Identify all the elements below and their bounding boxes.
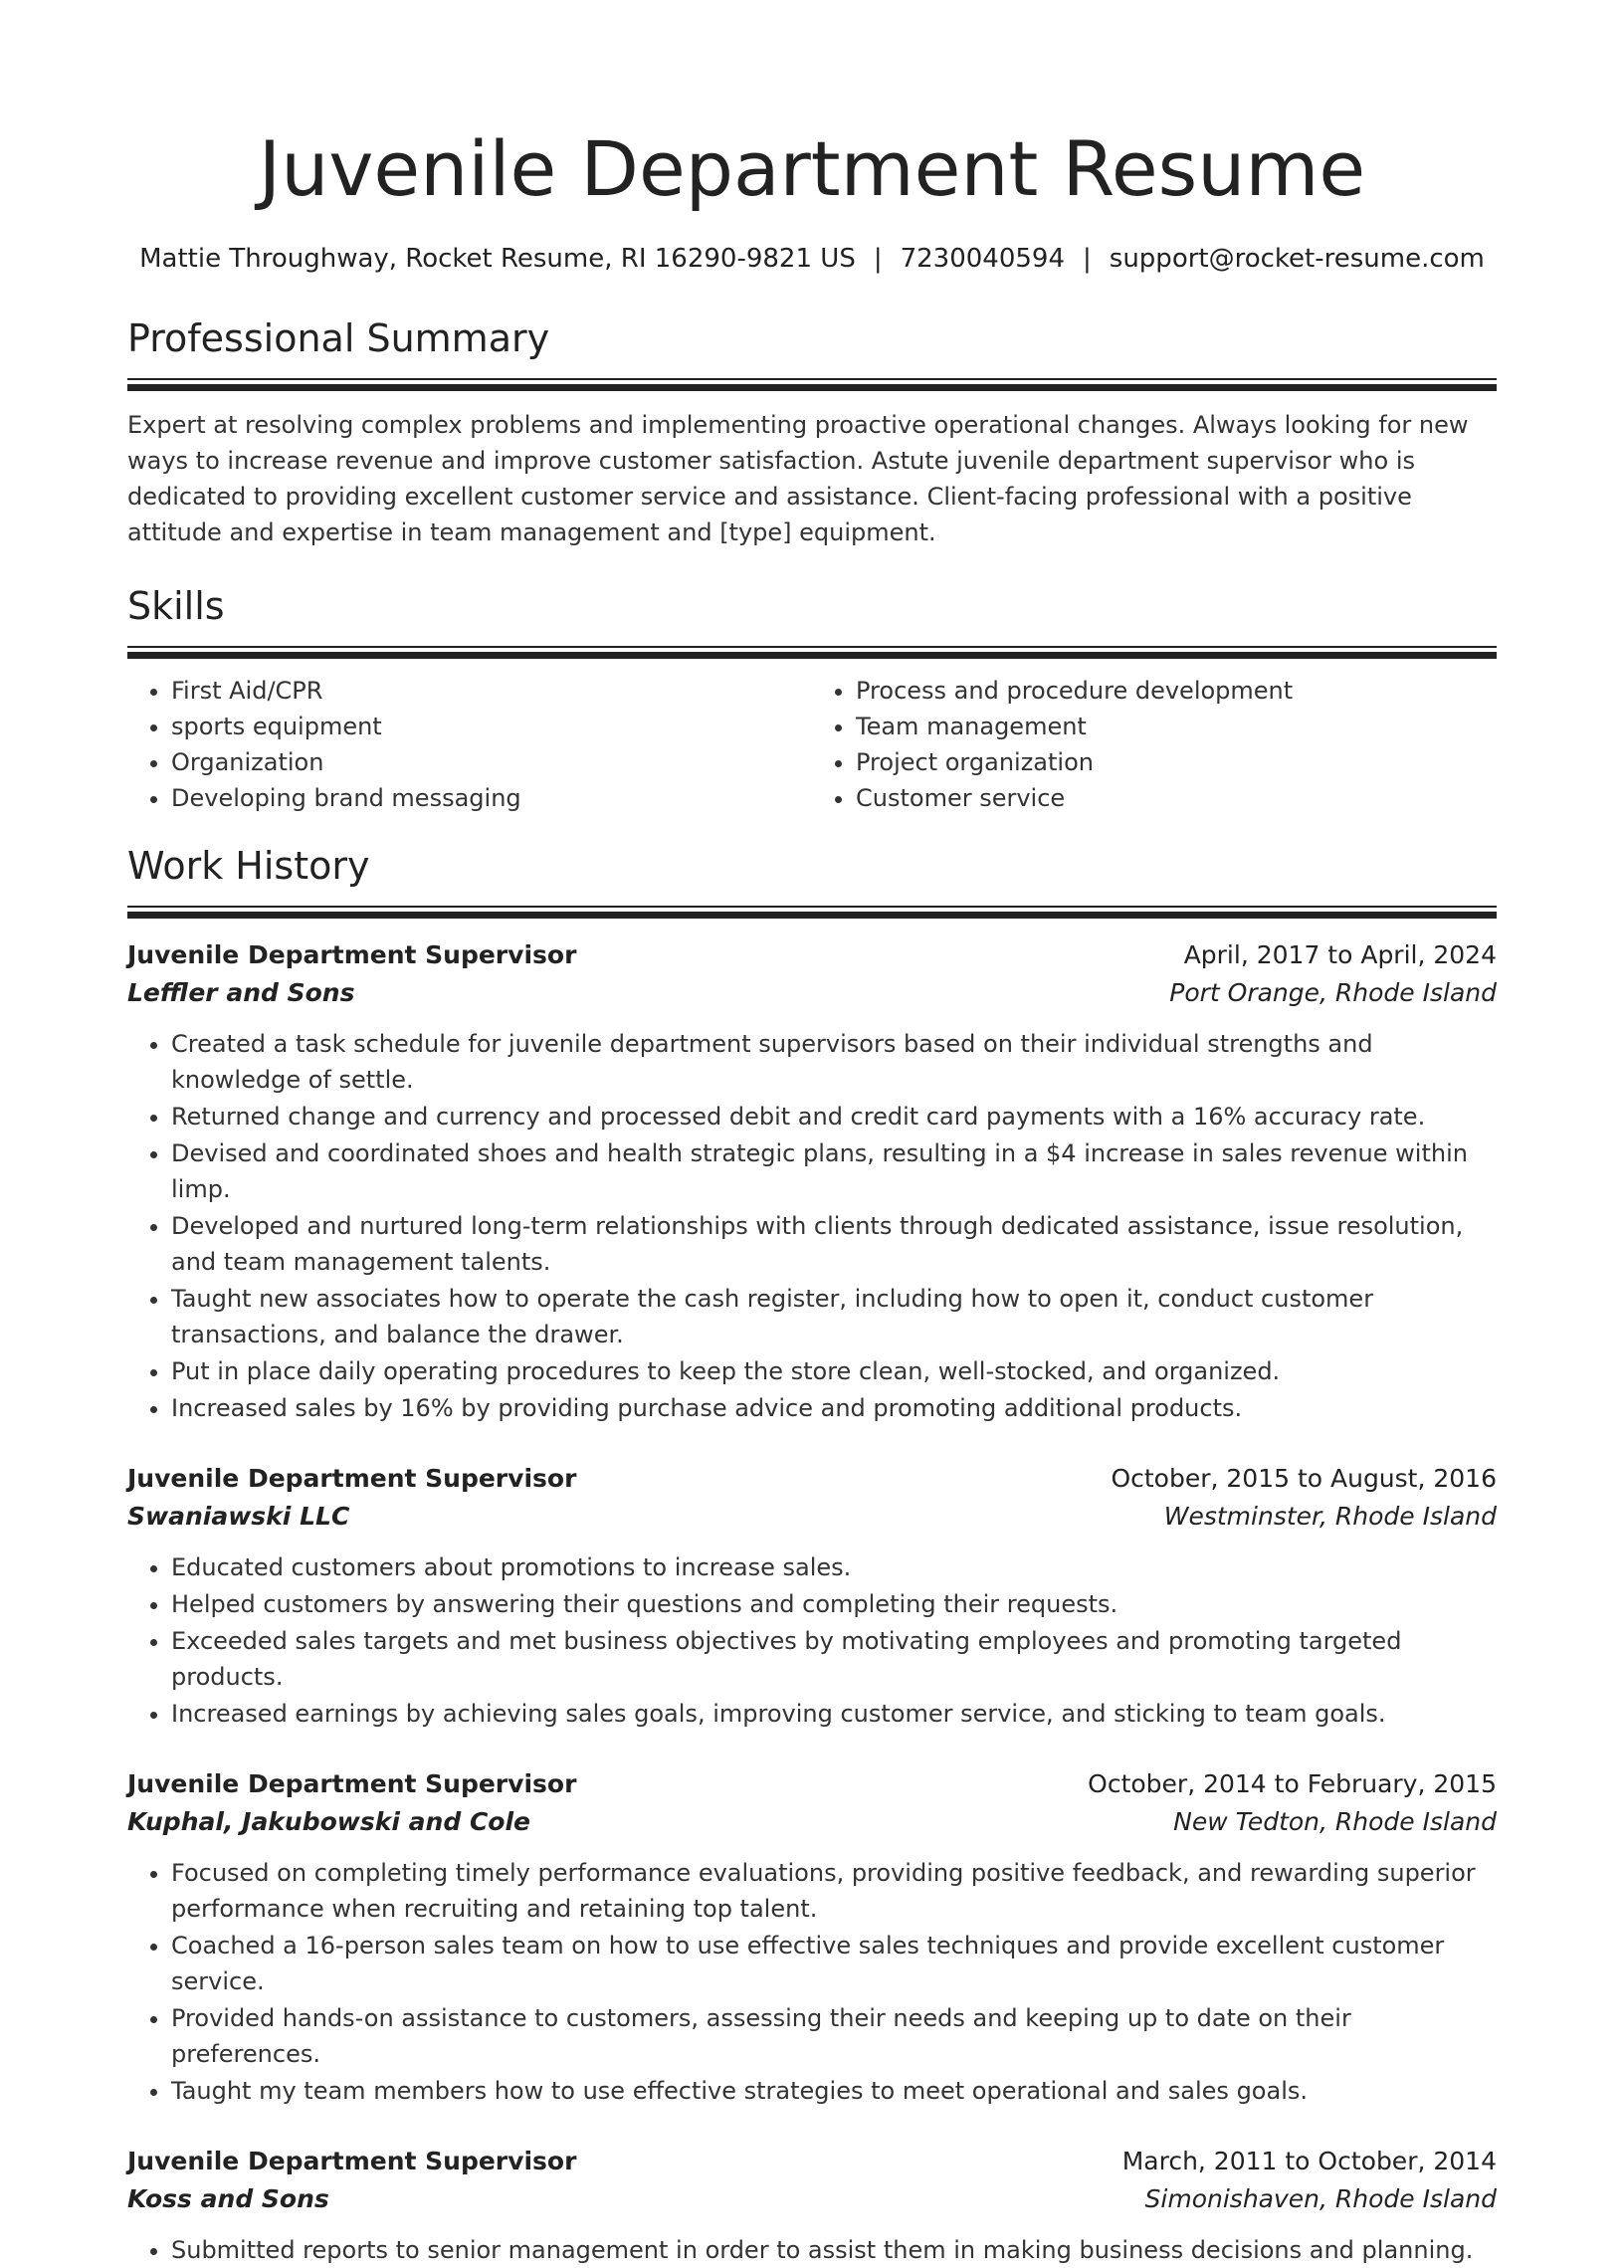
job-bullet: • Developed and nurtured long-term relationships with clients through dedicated assistance, issue resolution, and team management talents. [171,1208,1497,1280]
job-dates: October, 2015 to August, 2016 [1111,1464,1497,1493]
skill-item: • Project organization [856,744,1497,780]
job-header-row [127,1765,1497,1803]
job-bullet: • Taught my team members how to use effective strategies to meet operational and sales goals. [171,2073,1497,2109]
work-history-heading: Work History [127,844,370,888]
skill-item: • Process and procedure development [856,673,1497,709]
job-bullet: • Returned change and currency and processed debit and credit card payments with a 16% accuracy rate. [171,1099,1497,1134]
job-company-row [127,974,1497,1012]
job-title: Juvenile Department Supervisor [127,1464,577,1493]
job-title: Juvenile Department Supervisor [127,940,577,969]
section-divider [127,378,1497,391]
job-bullet: • Increased earnings by achieving sales goals, improving customer service, and sticking to team goals. [171,1696,1497,1732]
job-entry [127,936,1497,1426]
job-bullets [127,2232,1497,2268]
job-dates: April, 2017 to April, 2024 [1183,940,1497,969]
job-company-row [127,1498,1497,1536]
skill-item: • Organization [171,744,812,780]
job-bullets [127,1026,1497,1426]
job-dates: March, 2011 to October, 2014 [1121,2147,1497,2175]
job-dates: October, 2014 to February, 2015 [1088,1769,1497,1798]
job-entry [127,2143,1497,2268]
job-company-row [127,2180,1497,2218]
skills-column-right [812,673,1497,816]
job-bullets [127,1855,1497,2109]
skills-heading: Skills [127,584,225,628]
summary-text: Expert at resolving complex problems and implementing proactive operational changes. Always looking for new ways to increase revenue and improve customer satisfaction. Astute juvenile department supervisor who is dedicated to providing excellent customer service and assistance. Client-facing professional with a positive attitude and expertise in team management and [type] equipment. [127,411,1469,546]
job-bullet: • Exceeded sales targets and met business objectives by motivating employees and promoting targeted products. [171,1623,1497,1695]
contact-address: Mattie Throughway, Rocket Resume, RI 16290-9821 US [139,244,856,274]
job-company: Kuphal, Jakubowski and Cole [127,1807,530,1836]
section-divider [127,906,1497,919]
summary-section [127,312,1497,550]
summary-heading: Professional Summary [127,316,550,360]
contact-separator: | [1083,244,1092,274]
job-bullet: • Coached a 16-person sales team on how to use effective sales techniques and provide excellent customer service. [171,1928,1497,1999]
job-location: Westminster, Rhode Island [1163,1502,1497,1531]
job-bullet: • Submitted reports to senior management in order to assist them in making business decisions and planning. [171,2232,1497,2268]
job-bullets [127,1549,1497,1732]
skill-item: • sports equipment [171,709,812,744]
job-company: Leffler and Sons [127,978,355,1007]
job-entry [127,1765,1497,2109]
job-location: Simonishaven, Rhode Island [1144,2184,1497,2213]
skills-list [127,673,1497,816]
job-bullet: • Educated customers about promotions to increase sales. [171,1549,1497,1585]
section-divider [127,646,1497,659]
job-location: Port Orange, Rhode Island [1169,978,1497,1007]
skill-item: • Team management [856,709,1497,744]
job-header-row [127,2143,1497,2180]
job-company: Koss and Sons [127,2184,329,2213]
job-bullet: • Focused on completing timely performance evaluations, providing positive feedback, and rewarding superior performance when recruiting and retaining top talent. [171,1855,1497,1927]
job-title: Juvenile Department Supervisor [127,1769,577,1798]
skill-item: • First Aid/CPR [171,673,812,709]
job-bullet: • Helped customers by answering their questions and completing their requests. [171,1586,1497,1622]
page-title: Juvenile Department Resume [258,124,1366,213]
job-header-row [127,936,1497,974]
job-title: Juvenile Department Supervisor [127,2147,577,2175]
skills-section [127,580,1497,816]
contact-separator: | [873,244,883,274]
skills-column-left [127,673,812,816]
job-company: Swaniawski LLC [127,1502,350,1531]
work-history-section [127,840,1497,2268]
job-bullet: • Provided hands-on assistance to customers, assessing their needs and keeping up to date on their preferences. [171,2000,1497,2072]
skill-item: • Developing brand messaging [171,780,812,816]
job-company-row [127,1803,1497,1841]
job-bullet: • Taught new associates how to operate the cash register, including how to open it, conduct customer transactions, and balance the drawer. [171,1281,1497,1352]
job-entry [127,1460,1497,1732]
job-bullet: • Increased sales by 16% by providing purchase advice and promoting additional products. [171,1390,1497,1426]
job-bullet: • Created a task schedule for juvenile department supervisors based on their individual strengths and knowledge of settle. [171,1026,1497,1098]
job-location: New Tedton, Rhode Island [1173,1807,1497,1836]
job-header-row [127,1460,1497,1498]
skill-item: • Customer service [856,780,1497,816]
contact-email[interactable]: support@rocket-resume.com [1109,244,1485,274]
contact-line [127,239,1497,279]
job-bullet: • Put in place daily operating procedures to keep the store clean, well-stocked, and organized. [171,1353,1497,1389]
contact-phone[interactable]: 7230040594 [900,244,1066,274]
job-bullet: • Devised and coordinated shoes and health strategic plans, resulting in a $4 increase in sales revenue within limp. [171,1135,1497,1207]
